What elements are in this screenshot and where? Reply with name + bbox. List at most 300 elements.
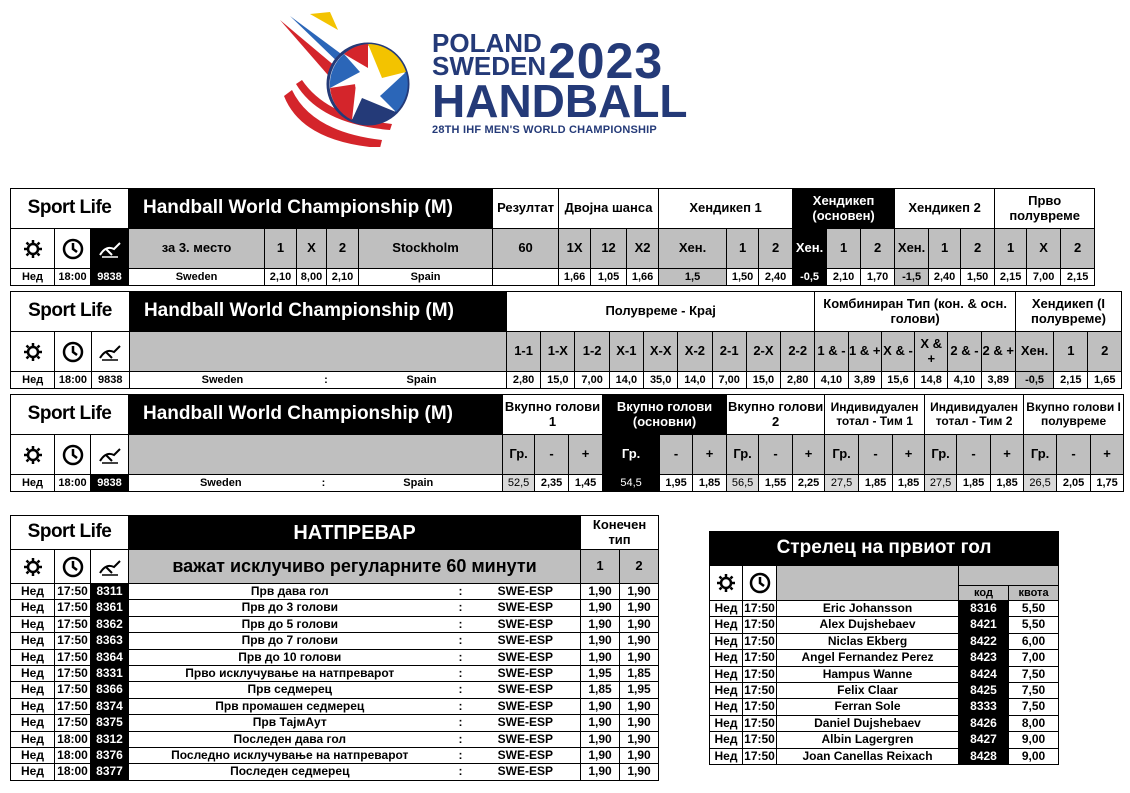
odd-half-x[interactable]: 7,00 — [1027, 269, 1061, 286]
table-row[interactable] — [710, 715, 1059, 731]
odd-total1-over[interactable]: 1,45 — [569, 475, 603, 492]
table-row[interactable] — [710, 682, 1059, 698]
player-odd[interactable]: 7,50 — [1009, 682, 1059, 698]
odd-x[interactable]: 8,00 — [297, 269, 327, 286]
match-teams: SWE-ESP — [471, 600, 581, 616]
gear-icon — [710, 566, 743, 601]
header-htft: Полувреме - Крај — [506, 292, 814, 332]
match-teams: SWE-ESP — [471, 747, 581, 763]
col-hc2-2: 2 — [961, 229, 995, 269]
player-name: Angel Fernandez Perez — [777, 650, 959, 666]
col-x: X — [297, 229, 327, 269]
table-row[interactable] — [11, 682, 659, 698]
clock-icon — [55, 229, 91, 269]
odd-it2-under[interactable]: 1,85 — [957, 475, 991, 492]
table-row[interactable] — [710, 666, 1059, 682]
odd-htft-6[interactable]: 14,0 — [678, 372, 712, 389]
match-code: 8311 — [91, 584, 129, 600]
odd-hc1-1[interactable]: 1,50 — [727, 269, 759, 286]
odd-htft-5[interactable]: 35,0 — [644, 372, 678, 389]
away-team: Spain — [359, 269, 493, 286]
special-name: Прв дава гол — [129, 584, 451, 600]
day: Нед — [11, 715, 55, 731]
header-final-tip: Конечен тип — [581, 516, 659, 550]
player-name: Alex Dujshebaev — [777, 617, 959, 633]
match-code: 8331 — [91, 665, 129, 681]
odd-2[interactable]: 1,90 — [620, 698, 659, 714]
odd-1[interactable]: 1,90 — [581, 600, 620, 616]
odd-2[interactable]: 1,90 — [620, 731, 659, 747]
player-name: Ferran Sole — [777, 699, 959, 715]
time: 18:00 — [55, 372, 91, 389]
odd-combo-4[interactable]: 14,8 — [915, 372, 948, 389]
special-name: Прв седмерец — [129, 682, 451, 698]
odds-table-main — [10, 188, 1130, 286]
col-henm: Хен. — [793, 229, 827, 269]
col-x2: X2 — [627, 229, 659, 269]
odd-2[interactable]: 1,90 — [620, 764, 659, 780]
time: 17:50 — [744, 748, 775, 763]
hc1-value: 1,5 — [659, 269, 727, 286]
line-total2: 56,5 — [727, 475, 759, 492]
col-hc1-2: 2 — [759, 229, 793, 269]
line-it2: 27,5 — [925, 475, 957, 492]
odd-htft-2[interactable]: 15,0 — [541, 372, 575, 389]
col-plus-it2: + — [991, 435, 1024, 475]
round-label: за 3. место — [129, 229, 265, 269]
odd-1[interactable]: 1,90 — [581, 698, 620, 714]
col-combo-2: 1 & + — [848, 332, 881, 372]
odd-half-under[interactable]: 2,05 — [1057, 475, 1091, 492]
player-name: Joan Canellas Reixach — [777, 748, 959, 764]
header-result: Резултат — [493, 189, 559, 229]
col-hchalf-2: 2 — [1088, 332, 1122, 372]
odd-htft-4[interactable]: 14,0 — [609, 372, 643, 389]
odd-htft-8[interactable]: 15,0 — [746, 372, 780, 389]
brand-label: Sport Life — [11, 395, 129, 435]
col-gr-2: Гр. — [727, 435, 759, 475]
line-total-half: 26,5 — [1024, 475, 1057, 492]
day: Нед — [710, 699, 743, 715]
separator: : — [451, 747, 471, 763]
odd-half-over[interactable]: 1,75 — [1091, 475, 1124, 492]
header-handicap1: Хендикеп 1 — [659, 189, 793, 229]
player-odd[interactable]: 9,00 — [1009, 748, 1059, 764]
table-row[interactable] — [11, 731, 659, 747]
day: Нед — [710, 732, 743, 748]
header-odd: квота — [1009, 586, 1059, 601]
day: Нед — [710, 617, 743, 633]
time: 17:50 — [55, 715, 91, 731]
odd-2[interactable]: 1,90 — [620, 715, 659, 731]
away-team: Spain — [337, 372, 506, 389]
player-odd[interactable]: 9,00 — [1009, 732, 1059, 748]
special-name: Прв до 5 голови — [129, 616, 451, 632]
venue: Stockholm — [359, 229, 493, 269]
logo-sweden: SWEDEN — [432, 51, 547, 81]
odd-2[interactable]: 1,90 — [620, 584, 659, 600]
line-total-main: 54,5 — [603, 475, 660, 492]
odd-hc2-1[interactable]: 2,40 — [929, 269, 961, 286]
home-team: Sweden — [129, 269, 265, 286]
empty-gray-bar — [129, 435, 503, 475]
odd-combo-5[interactable]: 4,10 — [948, 372, 981, 389]
odd-12[interactable]: 1,05 — [591, 269, 627, 286]
time: 18:00 — [55, 747, 91, 763]
match-code: 9838 — [91, 475, 129, 492]
time: 17:50 — [744, 715, 775, 730]
header-combo: Комбиниран Тип (кон. & осн. голови) — [815, 292, 1016, 332]
col-plus-it1: + — [893, 435, 925, 475]
time: 17:50 — [55, 633, 91, 649]
block1-title: Handball World Championship (M) — [129, 189, 493, 229]
player-code: 8423 — [959, 650, 1009, 666]
separator: : — [451, 764, 471, 780]
logo-poland: POLAND — [432, 28, 542, 58]
day: Нед — [11, 649, 55, 665]
odd-1[interactable]: 1,90 — [581, 764, 620, 780]
home-team: Sweden — [129, 372, 314, 389]
separator: : — [451, 600, 471, 616]
col-combo-1: 1 & - — [815, 332, 848, 372]
hchalf-value: -0,5 — [1015, 372, 1053, 389]
gear-icon — [11, 332, 55, 372]
table-row[interactable] — [710, 650, 1059, 666]
odd-total1-under[interactable]: 2,35 — [535, 475, 569, 492]
match-teams: SWE-ESP — [471, 682, 581, 698]
time: 18:00 — [55, 269, 91, 286]
time: 17:50 — [55, 600, 91, 616]
match-teams: SWE-ESP — [471, 764, 581, 780]
special-name: Прв до 7 голови — [129, 633, 451, 649]
odd-1[interactable]: 1,90 — [581, 633, 620, 649]
time: 18:00 — [55, 475, 91, 492]
col-gr-it1: Гр. — [825, 435, 859, 475]
player-name: Eric Johansson — [777, 601, 959, 617]
col-12: 12 — [591, 229, 627, 269]
special-name: Прво исклучување на натпреварот — [129, 665, 451, 681]
table-row[interactable] — [11, 584, 659, 600]
odd-2[interactable]: 1,90 — [620, 649, 659, 665]
day: Нед — [11, 475, 55, 492]
col-hen2: Хен. — [895, 229, 929, 269]
header-total-main: Вкупно голови (основни) — [603, 395, 727, 435]
player-odd[interactable]: 7,50 — [1009, 699, 1059, 715]
block2-title: Handball World Championship (M) — [129, 292, 506, 332]
table-row[interactable] — [710, 732, 1059, 748]
away-team: Spain — [335, 475, 503, 492]
odds-table-htft — [10, 291, 1122, 389]
odd-htft-7[interactable]: 7,00 — [712, 372, 746, 389]
player-odd[interactable]: 5,50 — [1009, 617, 1059, 633]
odd-1[interactable]: 1,90 — [581, 649, 620, 665]
special-name: Прв ТајмАут — [129, 715, 451, 731]
line-total1: 52,5 — [503, 475, 535, 492]
odd-hc1-2[interactable]: 2,40 — [759, 269, 793, 286]
match-code: 9838 — [91, 269, 129, 286]
odd-1[interactable]: 1,85 — [581, 682, 620, 698]
player-code: 8333 — [959, 699, 1009, 715]
table-row[interactable] — [11, 475, 1124, 492]
match-code: 8374 — [91, 698, 129, 714]
match-code: 8377 — [91, 764, 129, 780]
col-minus-2: - — [759, 435, 793, 475]
odd-1[interactable]: 2,10 — [265, 269, 297, 286]
scorer-table — [709, 531, 1059, 765]
match-code: 9838 — [91, 372, 129, 389]
odd-1[interactable]: 1,90 — [581, 715, 620, 731]
odd-hcm-2[interactable]: 1,70 — [861, 269, 895, 286]
player-odd[interactable]: 6,00 — [1009, 633, 1059, 649]
col-plus-2: + — [793, 435, 825, 475]
odd-1[interactable]: 1,90 — [581, 731, 620, 747]
day: Нед — [11, 600, 55, 616]
col-1: 1 — [265, 229, 297, 269]
player-odd[interactable]: 5,50 — [1009, 601, 1059, 617]
separator: : — [451, 715, 471, 731]
time: 18:00 — [55, 731, 91, 747]
day: Нед — [11, 616, 55, 632]
player-odd[interactable]: 7,50 — [1009, 666, 1059, 682]
time: 17:50 — [55, 665, 91, 681]
handball-logo-icon — [272, 12, 422, 147]
header-total1: Вкупно голови 1 — [503, 395, 603, 435]
odd-it1-under[interactable]: 1,85 — [859, 475, 893, 492]
line-it1: 27,5 — [825, 475, 859, 492]
col-htft-3: 1-2 — [575, 332, 609, 372]
table-row[interactable] — [11, 715, 659, 731]
odd-1[interactable]: 1,90 — [581, 584, 620, 600]
odd-1[interactable]: 1,90 — [581, 616, 620, 632]
day: Нед — [710, 650, 743, 666]
col-combo-5: 2 & - — [948, 332, 981, 372]
col-plus-half: + — [1091, 435, 1124, 475]
odd-total2-over[interactable]: 2,25 — [793, 475, 825, 492]
odd-hchalf-2[interactable]: 1,65 — [1088, 372, 1122, 389]
odd-hcm-1[interactable]: 2,10 — [827, 269, 861, 286]
table-row[interactable] — [710, 617, 1059, 633]
odd-x2[interactable]: 1,66 — [627, 269, 659, 286]
hand-pen-icon — [91, 229, 129, 269]
table-row[interactable] — [710, 601, 1059, 617]
table-row[interactable] — [11, 372, 1122, 389]
odd-it1-over[interactable]: 1,85 — [893, 475, 925, 492]
player-code: 8425 — [959, 682, 1009, 698]
odd-half-2[interactable]: 2,15 — [1061, 269, 1095, 286]
table-row[interactable] — [11, 269, 1130, 286]
day: Нед — [11, 584, 55, 600]
odd-totalm-over[interactable]: 1,85 — [693, 475, 727, 492]
special-name: Прв до 10 голови — [129, 649, 451, 665]
time: 17:50 — [55, 649, 91, 665]
day: Нед — [11, 747, 55, 763]
time: 17:50 — [744, 732, 775, 747]
day: Нед — [710, 633, 743, 649]
header-ind-total1: Индивидуален тотал - Тим 1 — [825, 395, 925, 435]
match-teams: SWE-ESP — [471, 698, 581, 714]
odd-2[interactable]: 1,90 — [620, 616, 659, 632]
gear-icon — [11, 229, 55, 269]
odd-half-1[interactable]: 2,15 — [995, 269, 1027, 286]
col-minus-it1: - — [859, 435, 893, 475]
player-name: Felix Claar — [777, 682, 959, 698]
col-htft-7: 2-1 — [712, 332, 746, 372]
col-half-x: X — [1027, 229, 1061, 269]
header-handicap-main: Хендикеп (основен) — [793, 189, 895, 229]
odd-htft-9[interactable]: 2,80 — [781, 372, 815, 389]
odd-htft-1[interactable]: 2,80 — [506, 372, 540, 389]
special-name: Последен седмерец — [129, 764, 451, 780]
table-row[interactable] — [11, 649, 659, 665]
header-handicap2: Хендикеп 2 — [895, 189, 995, 229]
col-hen1: Хен. — [659, 229, 727, 269]
separator: : — [451, 616, 471, 632]
hand-pen-icon — [91, 435, 129, 475]
odd-2[interactable]: 1,90 — [620, 633, 659, 649]
separator: : — [451, 731, 471, 747]
header-total2: Вкупно голови 2 — [727, 395, 825, 435]
col-minus-half: - — [1057, 435, 1091, 475]
col-gr-half: Гр. — [1024, 435, 1057, 475]
col-final-1: 1 — [581, 550, 620, 584]
special-name: Прв до 3 голови — [129, 600, 451, 616]
hc2-value: -1,5 — [895, 269, 929, 286]
col-htft-6: X-2 — [678, 332, 712, 372]
odd-2[interactable]: 2,10 — [327, 269, 359, 286]
col-hc1-1: 1 — [727, 229, 759, 269]
odds-table-totals — [10, 394, 1124, 492]
odd-2[interactable]: 1,90 — [620, 747, 659, 763]
col-half-2: 2 — [1061, 229, 1095, 269]
player-odd[interactable]: 8,00 — [1009, 715, 1059, 731]
odd-hchalf-1[interactable]: 2,15 — [1054, 372, 1088, 389]
match-code: 8366 — [91, 682, 129, 698]
col-1x: 1X — [559, 229, 591, 269]
match-code: 8362 — [91, 616, 129, 632]
col-htft-1: 1-1 — [506, 332, 540, 372]
header-first-half: Прво полувреме — [995, 189, 1095, 229]
player-name: Niclas Ekberg — [777, 633, 959, 649]
match-code: 8364 — [91, 649, 129, 665]
player-code: 8428 — [959, 748, 1009, 764]
day: Нед — [710, 682, 743, 698]
table-row[interactable] — [11, 600, 659, 616]
col-gr-it2: Гр. — [925, 435, 957, 475]
col-combo-4: X & + — [915, 332, 948, 372]
player-code: 8426 — [959, 715, 1009, 731]
logo-year: 2023 — [548, 33, 664, 89]
player-code: 8427 — [959, 732, 1009, 748]
table-row[interactable] — [710, 699, 1059, 715]
odd-2[interactable]: 1,90 — [620, 600, 659, 616]
col-gr-main: Гр. — [603, 435, 660, 475]
day: Нед — [710, 601, 743, 617]
table-row[interactable] — [11, 616, 659, 632]
col-combo-3: X & - — [881, 332, 914, 372]
odd-1[interactable]: 1,95 — [581, 665, 620, 681]
odd-total2-under[interactable]: 1,55 — [759, 475, 793, 492]
table-row[interactable] — [11, 747, 659, 763]
col-hcm-1: 1 — [827, 229, 861, 269]
time: 17:50 — [744, 617, 775, 632]
time: 17:50 — [744, 650, 775, 665]
time: 17:50 — [55, 616, 91, 632]
player-odd[interactable]: 7,00 — [1009, 650, 1059, 666]
odd-combo-3[interactable]: 15,6 — [881, 372, 914, 389]
table-row[interactable] — [11, 764, 659, 780]
day: Нед — [11, 764, 55, 780]
table-row[interactable] — [710, 633, 1059, 649]
special-name: Последен дава гол — [129, 731, 451, 747]
header-double-chance: Двојна шанса — [559, 189, 659, 229]
match-teams: SWE-ESP — [471, 584, 581, 600]
odd-totalm-under[interactable]: 1,95 — [660, 475, 693, 492]
separator: : — [451, 649, 471, 665]
separator: : — [451, 633, 471, 649]
odd-2[interactable]: 1,85 — [620, 665, 659, 681]
specials-table — [10, 515, 659, 781]
odd-combo-6[interactable]: 3,89 — [981, 372, 1015, 389]
match-teams: SWE-ESP — [471, 715, 581, 731]
block4-title: НАТПРЕВАР — [129, 516, 581, 550]
hand-pen-icon — [91, 332, 129, 372]
col-htft-4: X-1 — [609, 332, 643, 372]
time: 17:50 — [744, 633, 775, 648]
odd-1x[interactable]: 1,66 — [559, 269, 591, 286]
match-teams: SWE-ESP — [471, 649, 581, 665]
brand-label: Sport Life — [11, 189, 129, 229]
special-name: Прв промашен седмерец — [129, 698, 451, 714]
odd-htft-3[interactable]: 7,00 — [575, 372, 609, 389]
match-code: 8312 — [91, 731, 129, 747]
match-code: 8361 — [91, 600, 129, 616]
separator: : — [451, 682, 471, 698]
table-row[interactable] — [11, 665, 659, 681]
hcm-value: -0,5 — [793, 269, 827, 286]
odd-result[interactable] — [493, 269, 559, 286]
championship-logo — [272, 12, 712, 147]
col-hcm-2: 2 — [861, 229, 895, 269]
table-row[interactable] — [710, 748, 1059, 764]
clock-icon — [55, 550, 91, 584]
odd-2[interactable]: 1,95 — [620, 682, 659, 698]
clock-icon — [55, 332, 91, 372]
separator: : — [315, 372, 337, 389]
odd-hc2-2[interactable]: 1,50 — [961, 269, 995, 286]
brand-label: Sport Life — [11, 516, 129, 550]
col-htft-8: 2-X — [746, 332, 780, 372]
logo-subtitle: 28TH IHF MEN'S WORLD CHAMPIONSHIP — [432, 124, 657, 136]
day: Нед — [710, 666, 743, 682]
table-row[interactable] — [11, 633, 659, 649]
col-minus-1: - — [535, 435, 569, 475]
odd-1[interactable]: 1,90 — [581, 747, 620, 763]
separator: : — [451, 698, 471, 714]
table-row[interactable] — [11, 698, 659, 714]
time: 17:50 — [55, 698, 91, 714]
odd-combo-1[interactable]: 4,10 — [815, 372, 848, 389]
col-minus-main: - — [660, 435, 693, 475]
odd-combo-2[interactable]: 3,89 — [848, 372, 881, 389]
gear-icon — [11, 550, 55, 584]
odd-it2-over[interactable]: 1,85 — [991, 475, 1024, 492]
empty-gray-top — [959, 566, 1059, 586]
time: 17:50 — [744, 699, 775, 714]
time: 17:50 — [55, 584, 91, 600]
player-name: Hampus Wanne — [777, 666, 959, 682]
clock-icon — [743, 566, 777, 601]
player-code: 8424 — [959, 666, 1009, 682]
